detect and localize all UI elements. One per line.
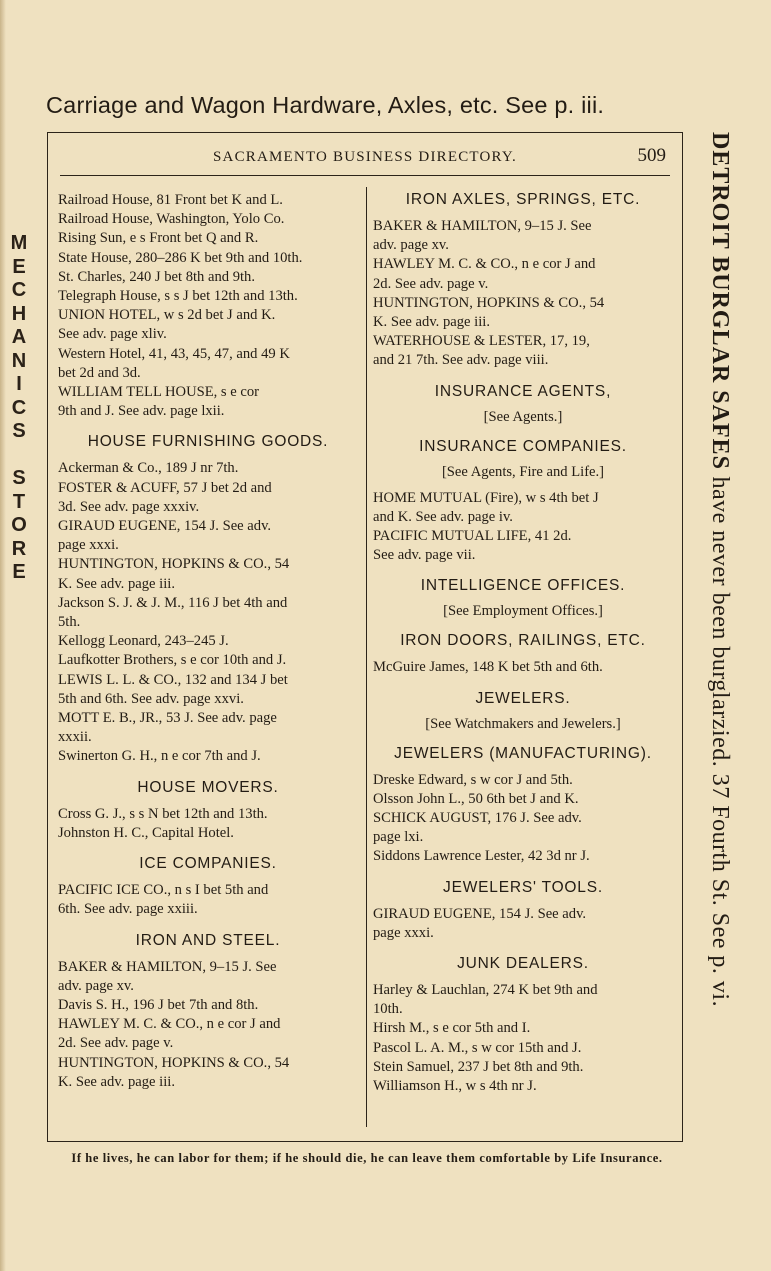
directory-entry: GIRAUD EUGENE, 154 J. See adv. (58, 518, 272, 535)
directory-entry: GIRAUD EUGENE, 154 J. See adv. (373, 905, 587, 922)
page-edge (0, 0, 6, 1271)
directory-entry: Laufkotter Brothers, s e cor 10th and J. (58, 652, 287, 669)
cross-reference-note: [See Agents.] (483, 408, 563, 425)
column-divider (366, 187, 367, 1127)
directory-entry: Swinerton G. H., n e cor 7th and J. (58, 748, 261, 765)
right-margin-advertisement (706, 132, 733, 1142)
directory-entry: LEWIS L. L. & CO., 132 and 134 J bet (58, 671, 288, 688)
directory-entry: Western Hotel, 41, 43, 45, 47, and 49 K (58, 345, 290, 362)
directory-entry: HUNTINGTON, HOPKINS & CO., 54 (58, 1054, 290, 1071)
directory-entry: Pascol L. A. M., s w cor 15th and J. (373, 1039, 582, 1056)
directory-entry: 2d. See adv. page v. (58, 1035, 174, 1052)
right-column (373, 191, 673, 1096)
directory-entry: BAKER & HAMILTON, 9–15 J. See (373, 218, 592, 234)
directory-entry: page xxxi. (58, 537, 119, 554)
directory-entry: HOME MUTUAL (Fire), w s 4th bet J (373, 489, 599, 506)
cross-reference-note: [See Agents, Fire and Life.] (441, 463, 605, 480)
directory-entry: xxxii. (58, 729, 92, 746)
directory-entry: 9th and J. See adv. page lxii. (58, 403, 225, 420)
category-heading: JEWELERS (MANUFACTURING). (394, 744, 652, 762)
category-heading: JEWELERS' TOOLS. (443, 878, 603, 896)
directory-entry: page xxxi. (373, 924, 434, 941)
directory-entry: adv. page xv. (373, 237, 449, 254)
category-heading: HOUSE MOVERS. (137, 778, 279, 796)
directory-entry: Rising Sun, e s Front bet Q and R. (58, 230, 259, 247)
page-number: 509 (637, 145, 666, 166)
directory-entry: 5th. (58, 614, 81, 631)
directory-entry: HUNTINGTON, HOPKINS & CO., 54 (373, 294, 605, 311)
directory-entry: McGuire James, 148 K bet 5th and 6th. (373, 659, 603, 676)
category-heading: IRON AND STEEL. (135, 931, 281, 949)
directory-entry: K. See adv. page iii. (58, 575, 175, 592)
directory-entry: Cross G. J., s s N bet 12th and 13th. (58, 805, 268, 822)
category-heading: INSURANCE AGENTS, (434, 382, 612, 400)
vertical-letters: M E C H A N I C S S T O R E (10, 232, 28, 583)
directory-entry: Telegraph House, s s J bet 12th and 13th. (58, 288, 298, 305)
directory-entry: Railroad House, Washington, Yolo Co. (58, 211, 285, 228)
category-heading: JEWELERS. (475, 689, 571, 707)
category-heading: INTELLIGENCE OFFICES. (420, 577, 626, 595)
directory-entry: PACIFIC ICE CO., n s I bet 5th and (58, 882, 269, 899)
directory-entry: Davis S. H., 196 J bet 7th and 8th. (58, 996, 259, 1013)
cross-reference-note: [See Employment Offices.] (443, 603, 603, 620)
directory-entry: St. Charles, 240 J bet 8th and 9th. (58, 268, 256, 285)
left-column (58, 191, 358, 1092)
directory-entry: and 21 7th. See adv. page viii. (373, 352, 549, 369)
directory-entry: See adv. page vii. (373, 547, 476, 564)
category-heading: ICE COMPANIES. (139, 855, 277, 873)
directory-entry: Kellogg Leonard, 243–245 J. (58, 633, 229, 650)
directory-entry: MOTT E. B., JR., 53 J. See adv. page (58, 710, 277, 727)
directory-entry: adv. page xv. (58, 977, 134, 994)
directory-entry: Ackerman & Co., 189 J nr 7th. (58, 460, 239, 477)
directory-entry: bet 2d and 3d. (58, 364, 141, 381)
directory-entry: Siddons Lawrence Lester, 42 3d nr J. (373, 848, 590, 865)
directory-entry: Olsson John L., 50 6th bet J and K. (373, 790, 579, 807)
directory-entry: 10th. (373, 1001, 403, 1018)
directory-entry: page lxi. (373, 829, 424, 846)
category-heading: INSURANCE COMPANIES. (419, 437, 627, 455)
directory-entry: Williamson H., w s 4th nr J. (373, 1078, 537, 1095)
directory-entry: Stein Samuel, 237 J bet 8th and 9th. (373, 1058, 584, 1075)
directory-entry: FOSTER & ACUFF, 57 J bet 2d and (58, 479, 272, 496)
category-heading: IRON DOORS, RAILINGS, ETC. (400, 632, 646, 650)
directory-entry: HUNTINGTON, HOPKINS & CO., 54 (58, 556, 290, 573)
directory-page-frame (47, 132, 683, 1142)
directory-entry: Dreske Edward, s w cor J and 5th. (373, 771, 573, 788)
directory-entry: 2d. See adv. page v. (373, 275, 489, 292)
directory-entry: Harley & Lauchlan, 274 K bet 9th and (373, 982, 598, 999)
bottom-advertisement: If he lives, he can labor for them; if he should die, he can leave them comfortable by Life Insurance. (71, 1151, 663, 1165)
directory-entry: K. See adv. page iii. (373, 314, 490, 331)
category-heading: HOUSE FURNISHING GOODS. (87, 433, 329, 451)
category-heading: JUNK DEALERS. (457, 955, 589, 973)
directory-entry: 3d. See adv. page xxxiv. (58, 498, 200, 515)
directory-entry: 5th and 6th. See adv. page xxvi. (58, 690, 244, 707)
directory-entry: Railroad House, 81 Front bet K and L. (58, 192, 283, 208)
left-margin-advertisement (4, 232, 34, 585)
page-header (60, 145, 670, 176)
top-advertisement: Carriage and Wagon Hardware, Axles, etc. See p. iii. (46, 92, 605, 118)
directory-entry: State House, 280–286 K bet 9th and 10th. (58, 249, 303, 266)
directory-entry: HAWLEY M. C. & CO., n e cor J and (58, 1016, 281, 1033)
directory-entry: See adv. page xliv. (58, 326, 167, 343)
directory-entry: and K. See adv. page iv. (373, 508, 513, 525)
right-ad-bold: DETROIT BURGLAR SAFES (707, 132, 733, 470)
directory-title: SACRAMENTO BUSINESS DIRECTORY. (213, 149, 517, 165)
directory-entry: BAKER & HAMILTON, 9–15 J. See (58, 958, 277, 975)
directory-entry: Johnston H. C., Capital Hotel. (58, 824, 234, 841)
directory-entry: SCHICK AUGUST, 176 J. See adv. (373, 810, 582, 827)
directory-entry: WATERHOUSE & LESTER, 17, 19, (373, 333, 590, 350)
directory-entry: 6th. See adv. page xxiii. (58, 901, 198, 918)
directory-entry: Hirsh M., s e cor 5th and I. (373, 1020, 531, 1037)
directory-entry: HAWLEY M. C. & CO., n e cor J and (373, 256, 596, 273)
directory-entry: K. See adv. page iii. (58, 1073, 175, 1090)
directory-entry: UNION HOTEL, w s 2d bet J and K. (58, 307, 276, 324)
cross-reference-note: [See Watchmakers and Jewelers.] (425, 715, 621, 732)
category-heading: IRON AXLES, SPRINGS, ETC. (405, 191, 641, 208)
directory-entry: WILLIAM TELL HOUSE, s e cor (58, 384, 260, 401)
directory-entry: Jackson S. J. & J. M., 116 J bet 4th and (58, 594, 288, 611)
right-ad-rest: have never been burglarzied. 37 Fourth St. See p. vi. (707, 469, 733, 1008)
directory-entry: PACIFIC MUTUAL LIFE, 41 2d. (373, 528, 572, 545)
